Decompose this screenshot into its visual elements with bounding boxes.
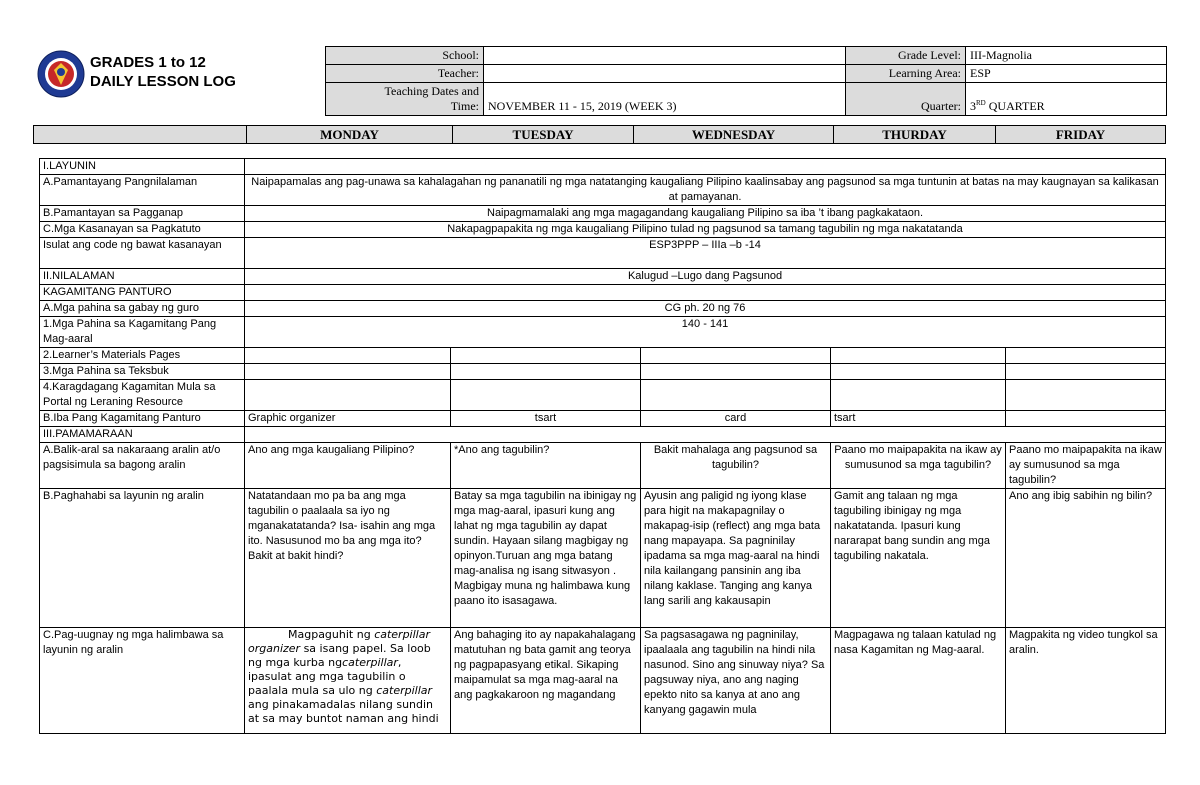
row-gabay-label: A.Mga pahina sa gabay ng guro: [40, 301, 245, 317]
teacher-value: [484, 65, 846, 83]
paguugnay-mon-text-4: ang pinakamadalas nilang sundin at sa may buntot naman ang hindi: [248, 698, 439, 725]
row-karagdagang-label: 4.Karagdagang Kagamitan Mula sa Portal ng Leraning Resource: [40, 380, 245, 411]
row-iba-mon: Graphic organizer: [245, 411, 451, 427]
teaching-dates-label-line1: Teaching Dates and: [384, 84, 479, 98]
row-balik-mon: Ano ang mga kaugaliang Pilipino?: [245, 443, 451, 489]
grade-level-value: III-Magnolia: [966, 47, 1167, 65]
paguugnay-mon-text-1: Magpaguhit ng: [288, 628, 375, 641]
row-balik-tue: *Ano ang tagubilin?: [451, 443, 641, 489]
teaching-dates-label: [326, 83, 484, 116]
lesson-log-table: [39, 158, 1166, 734]
paguugnay-mon-text-3: , ipasulat ang mga tagubilin o paalala mula sa ulo ng: [248, 656, 406, 697]
row-pahina-value: 140 - 141: [245, 317, 1166, 348]
row-karagdagang-tue: [451, 380, 641, 411]
row-nilalaman-value: Kalugud –Lugo dang Pagsunod: [245, 269, 1166, 285]
row-paghahabi-tue: Batay sa mga tagubilin na ibinigay ng mga mag-aaral, ipasuri kung ang lahat ng mga tagubilin ay dapat sundin. Hayaan silang magbigay ng opinyon.Turuan ang mga batang mag-analisa ng isang sitwasyon . Magbigay muna ng halimbawa kung paano ito isasagawa.: [451, 489, 641, 628]
row-balik-fri: Paano mo maipapakita na ikaw ay sumusunod sa mga tagubilin?: [1006, 443, 1166, 489]
days-header: [33, 125, 1166, 144]
row-teksbuk-tue: [451, 364, 641, 380]
quarter-number: 3: [970, 99, 976, 113]
quarter-label: Quarter:: [846, 83, 966, 116]
row-learners-mon: [245, 348, 451, 364]
row-pagganap-label: B.Pamantayan sa Pagganap: [40, 206, 245, 222]
row-gabay-value: CG ph. 20 ng 76: [245, 301, 1166, 317]
row-iba-wed: card: [641, 411, 831, 427]
row-paghahabi-fri: Ano ang ibig sabihin ng bilin?: [1006, 489, 1166, 628]
row-paguugnay-fri: Magpakita ng video tungkol sa aralin.: [1006, 628, 1166, 734]
row-pahina-label: 1.Mga Pahina sa Kagamitang Pang Mag-aaral: [40, 317, 245, 348]
day-tuesday: TUESDAY: [453, 126, 634, 144]
row-learners-tue: [451, 348, 641, 364]
day-monday: MONDAY: [247, 126, 453, 144]
title-line-2: DAILY LESSON LOG: [90, 73, 236, 90]
teaching-dates-value: NOVEMBER 11 - 15, 2019 (WEEK 3): [484, 83, 846, 116]
learning-area-value: ESP: [966, 65, 1167, 83]
row-iba-fri: [1006, 411, 1166, 427]
row-pamamaraan-label: III.PAMAMARAAN: [40, 427, 245, 443]
row-nilalaman-label: II.NILALAMAN: [40, 269, 245, 285]
row-teksbuk-fri: [1006, 364, 1166, 380]
row-iba-tue: tsart: [451, 411, 641, 427]
row-layunin-label: I.LAYUNIN: [40, 159, 245, 175]
row-learners-wed: [641, 348, 831, 364]
title-line-1: GRADES 1 to 12: [90, 54, 206, 71]
row-balik-label: A.Balik-aral sa nakaraang aralin at/o pagsisimula sa bagong aralin: [40, 443, 245, 489]
row-balik-thu: Paano mo maipapakita na ikaw ay sumusunod sa mga tagubilin?: [831, 443, 1006, 489]
row-teksbuk-mon: [245, 364, 451, 380]
row-pamamaraan-value: [245, 427, 1166, 443]
teacher-label: Teacher:: [326, 65, 484, 83]
row-karagdagang-fri: [1006, 380, 1166, 411]
paguugnay-mon-italic-2: caterpillar: [342, 656, 398, 669]
row-layunin-value: [245, 159, 1166, 175]
row-karagdagang-mon: [245, 380, 451, 411]
row-paguugnay-label: C.Pag-uugnay ng mga halimbawa sa layunin ng aralin: [40, 628, 245, 734]
row-karagdagang-wed: [641, 380, 831, 411]
row-learners-fri: [1006, 348, 1166, 364]
row-kagamitan-label: KAGAMITANG PANTURO: [40, 285, 245, 301]
row-iba-thu: tsart: [831, 411, 1006, 427]
row-balik-wed: Bakit mahalaga ang pagsunod sa tagubilin?: [641, 443, 831, 489]
row-pamantayan-value: Naipapamalas ang pag-unawa sa kahalagahan ng pananatili ng mga natatanging kaugaliang Pilipino kaalinsabay ang pagsunod sa mga tuntunin at batas na may kaugnayan sa kalikasan at pamayanan.: [245, 175, 1166, 206]
row-pagkatuto-value: Nakapagpapakita ng mga kaugaliang Pilipino tulad ng pagsunod sa tamang tagubilin ng mga nakatatanda: [245, 222, 1166, 238]
row-kagamitan-value: [245, 285, 1166, 301]
paguugnay-mon-text-2: sa isang papel. Sa loob ng mga kurba ng: [248, 642, 431, 669]
header-info-table: [325, 46, 1167, 116]
row-paguugnay-tue: Ang bahaging ito ay napakahalagang matutuhan ng bata gamit ang teorya ng pagpapasyang etikal. Sikaping maipamulat sa mga mag-aaral na ang pagkakaroon ng magandang: [451, 628, 641, 734]
row-pagganap-value: Naipagmamalaki ang mga magagandang kaugaliang Pilipino sa iba ’t ibang pagkakataon.: [245, 206, 1166, 222]
school-value: [484, 47, 846, 65]
school-label: School:: [326, 47, 484, 65]
row-learners-label: 2.Learner’s Materials Pages: [40, 348, 245, 364]
day-friday: FRIDAY: [996, 126, 1166, 144]
row-teksbuk-thu: [831, 364, 1006, 380]
row-karagdagang-thu: [831, 380, 1006, 411]
row-paghahabi-label: B.Paghahabi sa layunin ng aralin: [40, 489, 245, 628]
learning-area-label: Learning Area:: [846, 65, 966, 83]
paguugnay-mon-italic-1: caterpillar organizer: [248, 628, 430, 655]
deped-seal-logo: [37, 50, 85, 98]
row-learners-thu: [831, 348, 1006, 364]
quarter-word: QUARTER: [985, 99, 1045, 113]
row-teksbuk-label: 3.Mga Pahina sa Teksbuk: [40, 364, 245, 380]
row-iba-label: B.Iba Pang Kagamitang Panturo: [40, 411, 245, 427]
row-code-label: Isulat ang code ng bawat kasanayan: [40, 238, 245, 269]
row-code-value: ESP3PPP – IIIa –b -14: [245, 238, 1166, 269]
grade-level-label: Grade Level:: [846, 47, 966, 65]
row-paguugnay-wed: Sa pagsasagawa ng pagninilay, ipaalaala ang tagubilin na hindi nila nasunod. Sino ang sinuway niya? Sa pagsuway niya, ano ang naging epekto nito sa kanya at ano ang kanyang gagawin mula: [641, 628, 831, 734]
row-pagkatuto-label: C.Mga Kasanayan sa Pagkatuto: [40, 222, 245, 238]
day-wednesday: WEDNESDAY: [634, 126, 834, 144]
days-header-blank: [34, 126, 247, 144]
day-thursday: THURDAY: [834, 126, 996, 144]
quarter-ordinal: RD: [976, 99, 986, 107]
row-pamantayan-label: A.Pamantayang Pangnilalaman: [40, 175, 245, 206]
row-paghahabi-mon: Natatandaan mo pa ba ang mga tagubilin o paalaala sa iyo ng mganakatatanda? Isa- isahin ang mga ito. Nasusunod mo ba ang mga ito? Bakit at bakit hindi?: [245, 489, 451, 628]
row-paghahabi-thu: Gamit ang talaan ng mga tagubiling ibinigay ng mga nakatatanda. Ipasuri kung nararapat bang sundin ang mga tagubiling nakatala.: [831, 489, 1006, 628]
paguugnay-mon-italic-3: caterpillar: [376, 684, 433, 697]
row-paguugnay-thu: Magpagawa ng talaan katulad ng nasa Kagamitan ng Mag-aaral.: [831, 628, 1006, 734]
quarter-value: [966, 83, 1167, 116]
row-teksbuk-wed: [641, 364, 831, 380]
teaching-dates-label-line2: Time:: [450, 99, 479, 113]
row-paghahabi-wed: Ayusin ang paligid ng iyong klase para higit na makapagnilay o makapag-isip (reflect) ang mga bata nang mapayapa. Sa pagninilay ipadama sa mga mag-aaral na hindi nila kailangang pansinin ang iba nilang kaklase. Tanging ang kanya lang sarili ang kakausapin: [641, 489, 831, 628]
row-paguugnay-mon: [245, 628, 451, 734]
